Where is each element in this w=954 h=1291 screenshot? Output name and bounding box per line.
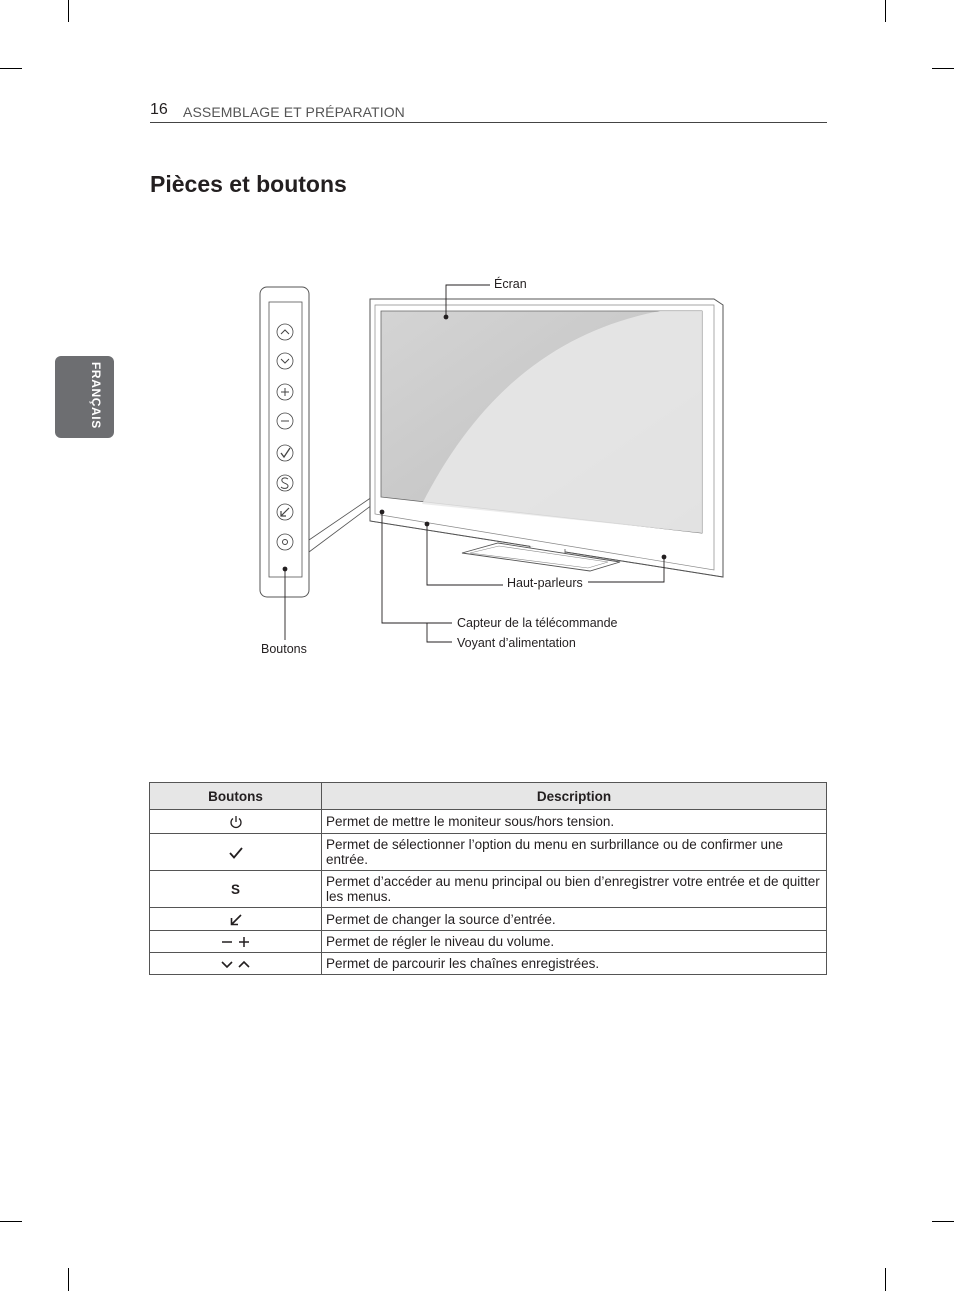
crop-mark <box>932 1221 954 1222</box>
label-remote-sensor: Capteur de la télécommande <box>457 616 618 630</box>
label-power-light: Voyant d’alimentation <box>457 636 576 650</box>
tv-illustration <box>370 299 723 577</box>
table-cell-icon <box>150 834 322 871</box>
table-cell-icon <box>150 810 322 834</box>
table-cell-description: Permet de mettre le moniteur sous/hors tension. <box>322 810 827 834</box>
table-cell-description: Permet d’accéder au menu principal ou bien d’enregistrer votre entrée et de quitter les menus. <box>322 871 827 908</box>
language-tab-label: FRANÇAIS <box>89 362 103 429</box>
crop-mark <box>0 1221 22 1222</box>
section-title: ASSEMBLAGE ET PRÉPARATION <box>183 104 405 120</box>
label-screen: Écran <box>494 277 527 291</box>
table-row <box>150 834 827 871</box>
crop-mark <box>885 1268 886 1291</box>
page-title: Pièces et boutons <box>150 171 347 197</box>
input-arrow-icon <box>228 913 244 927</box>
table-cell-icon <box>150 931 322 953</box>
header-description: Description <box>322 783 827 810</box>
table-cell-description: Permet de régler le niveau du volume. <box>322 931 827 953</box>
table-row <box>150 908 827 931</box>
table-row <box>150 810 827 834</box>
table-cell-icon <box>150 871 322 908</box>
label-buttons: Boutons <box>261 642 307 656</box>
table-cell-description: Permet de changer la source d’entrée. <box>322 908 827 931</box>
label-speakers: Haut-parleurs <box>507 576 583 590</box>
table-cell-description: Permet de parcourir les chaînes enregistrées. <box>322 953 827 975</box>
header-buttons: Boutons <box>150 783 322 810</box>
check-icon <box>228 846 244 860</box>
channel-down-up-icon <box>219 957 253 971</box>
crop-mark <box>68 1268 69 1291</box>
volume-minus-plus-icon <box>219 935 253 949</box>
table-cell-icon <box>150 953 322 975</box>
table-cell-icon <box>150 908 322 931</box>
buttons-table <box>149 782 827 975</box>
table-header-row <box>150 783 827 810</box>
table-cell-description: Permet de sélectionner l’option du menu en surbrillance ou de confirmer une entrée. <box>322 834 827 871</box>
page-number: 16 <box>150 101 168 118</box>
side-button-panel <box>260 287 372 597</box>
settings-s-icon: S <box>230 881 240 897</box>
table-row <box>150 931 827 953</box>
power-icon <box>228 815 244 829</box>
table-row <box>150 871 827 908</box>
table-row <box>150 953 827 975</box>
